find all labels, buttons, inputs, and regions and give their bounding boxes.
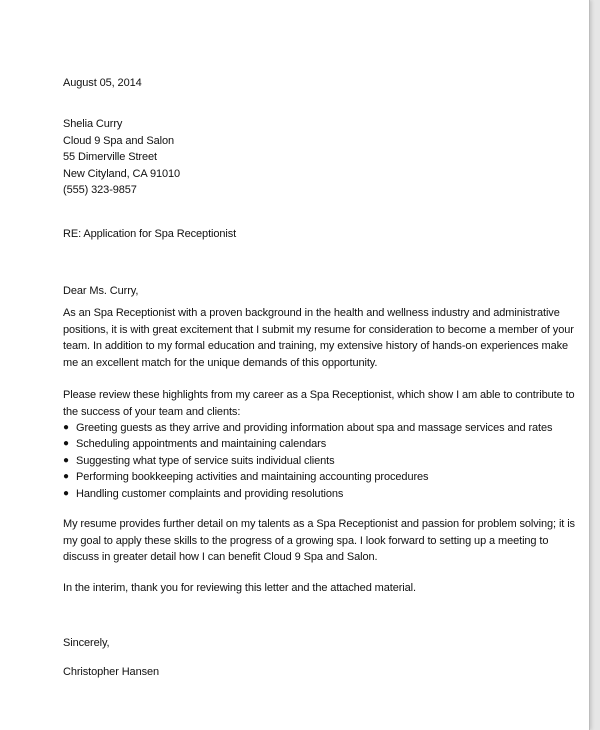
- list-item-text: Handling customer complaints and providing resolutions: [76, 487, 344, 500]
- paragraph-line: positions, it is with great excitement that I submit my resume for consideration to become a member of your: [63, 323, 574, 336]
- paragraph-line: the success of your team and clients:: [63, 405, 241, 418]
- list-item: [63, 469, 552, 485]
- letter-subject: RE: Application for Spa Receptionist: [63, 228, 237, 240]
- paragraph-line: team. In addition to my formal education and training, my extensive history of hands-on experiences make: [63, 340, 569, 352]
- bullet-icon: ●: [63, 487, 69, 499]
- list-item: [63, 453, 552, 469]
- letter-signature: Christopher Hansen: [63, 666, 160, 678]
- list-item-text: Scheduling appointments and maintaining calendars: [76, 438, 327, 451]
- list-item-text: Suggesting what type of service suits individual clients: [76, 454, 335, 467]
- recipient-phone: (555) 323-9857: [63, 184, 137, 196]
- paragraph-line: Please review these highlights from my career as a Spa Receptionist, which show I am able to contribute to: [63, 389, 575, 401]
- recipient-company: Cloud 9 Spa and Salon: [63, 134, 175, 147]
- paragraph-intro: [63, 305, 574, 371]
- recipient-street: 55 Dimerville Street: [63, 151, 157, 163]
- bullet-icon: ●: [63, 454, 69, 466]
- recipient-address: [63, 116, 180, 199]
- list-item: [63, 420, 552, 436]
- list-item: [63, 486, 552, 502]
- recipient-name: Shelia Curry: [63, 118, 123, 130]
- paragraph-closing-remarks: [63, 516, 575, 566]
- letter-salutation: Dear Ms. Curry,: [63, 285, 139, 297]
- paragraph-line: As an Spa Receptionist with a proven background in the health and wellness industry and administrative: [63, 307, 560, 319]
- paragraph-line: My resume provides further detail on my talents as a Spa Receptionist and passion for problem solving; it is: [63, 518, 575, 530]
- list-item: [63, 436, 552, 452]
- list-item-text: Greeting guests as they arrive and providing information about spa and massage services and rates: [76, 422, 553, 434]
- bullet-icon: ●: [63, 422, 69, 433]
- bullet-icon: ●: [63, 438, 69, 450]
- paragraph-line: me an excellent match for the unique demands of this opportunity.: [63, 356, 378, 369]
- paragraph-line: discuss in greater detail how I can benefit Cloud 9 Spa and Salon.: [63, 551, 378, 563]
- bullet-icon: ●: [63, 471, 69, 483]
- highlights-list: [63, 420, 552, 502]
- letter-closing: Sincerely,: [63, 637, 110, 649]
- list-item-text: Performing bookkeeping activities and maintaining accounting procedures: [76, 471, 429, 484]
- letter-date: August 05, 2014: [63, 77, 142, 89]
- paragraph-thanks: In the interim, thank you for reviewing this letter and the attached material.: [63, 582, 416, 594]
- recipient-city: New Cityland, CA 91010: [63, 167, 181, 180]
- paragraph-highlights-intro: [63, 387, 575, 420]
- paragraph-line: my goal to apply these skills to the progress of a growing spa. I look forward to setting up a meeting to: [63, 534, 549, 547]
